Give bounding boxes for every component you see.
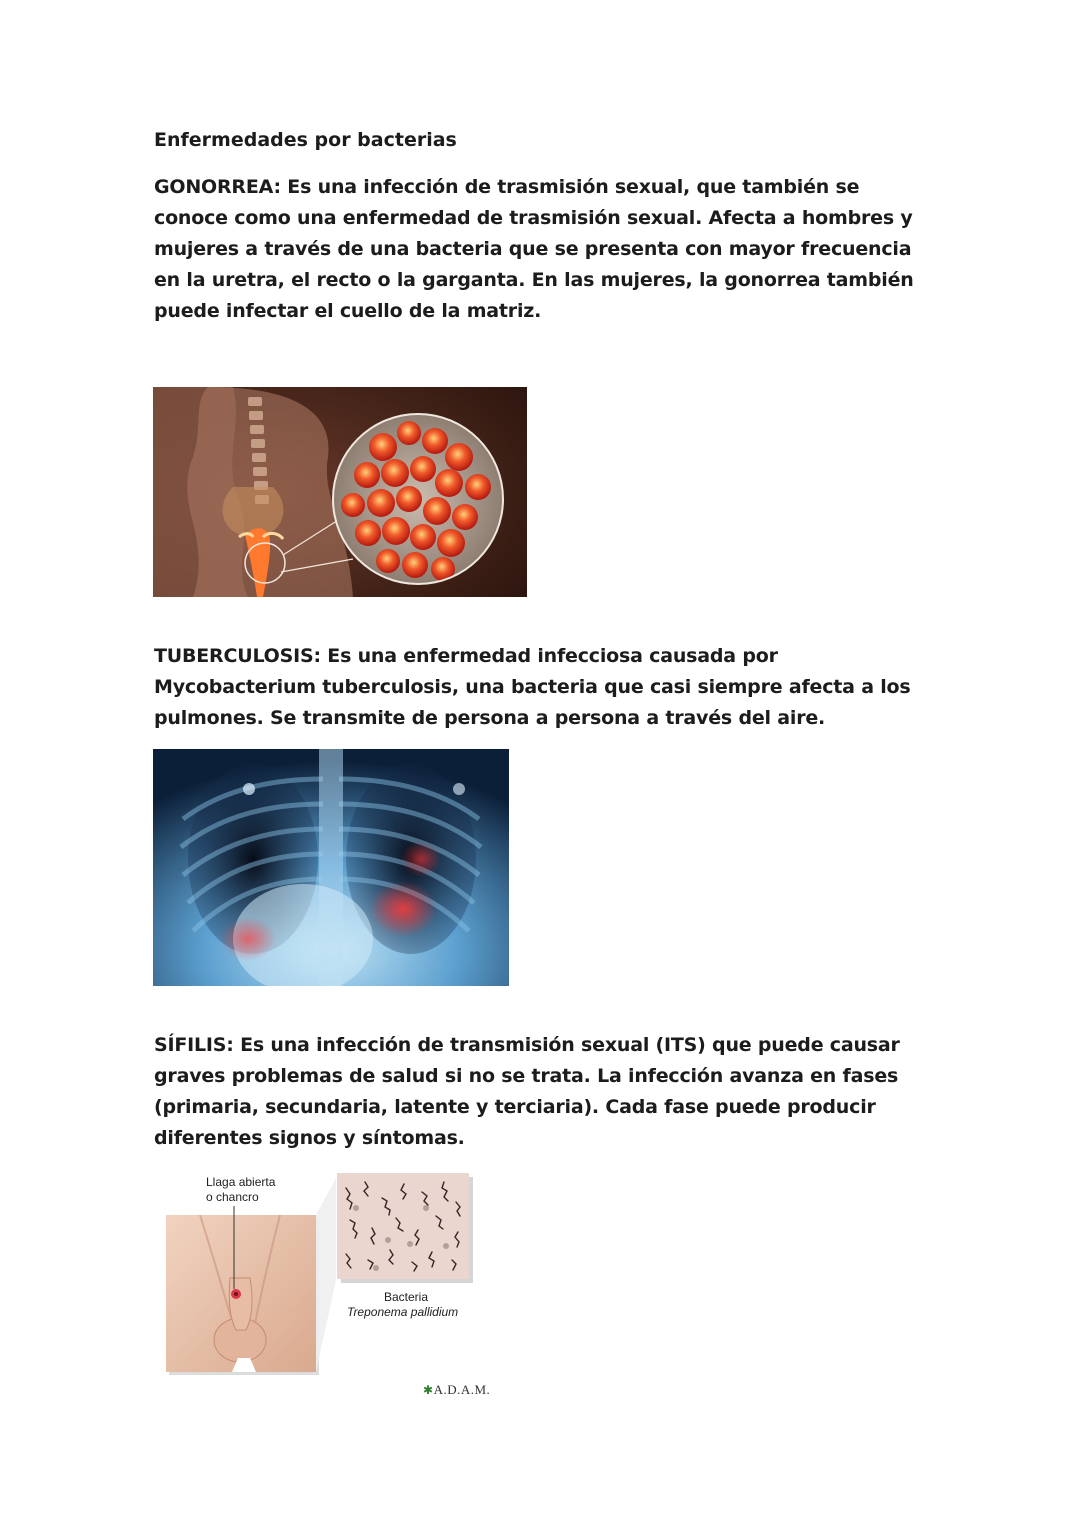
chest-xray-svg xyxy=(153,749,509,986)
adam-credit xyxy=(423,1382,490,1398)
sifilis-paragraph: SÍFILIS: Es una infección de transmisión sexual (ITS) que puede causar graves problemas de salud si no se trata. La infección avanza en fases (primaria, secundaria, latente y terciaria). Cada fase puede producir diferentes signos y síntomas. xyxy=(154,1034,900,1149)
tuberculosis-paragraph: TUBERCULOSIS: Es una enfermedad infecciosa causada por Mycobacterium tuberculosis, una bacteria que casi siempre afecta a los pulmones. Se transmite de persona a persona a través del aire. xyxy=(154,645,911,729)
gonorrhea-illustration xyxy=(153,387,527,597)
adam-credit-text: A.D.A.M. xyxy=(433,1382,491,1397)
bacteria-label: Bacteria xyxy=(384,1290,429,1304)
adam-star-icon: ✱ xyxy=(423,1383,434,1397)
syphilis-illustration xyxy=(160,1168,500,1408)
sore-label-line1: Llaga abierta xyxy=(206,1175,276,1189)
section-heading: Enfermedades por bacterias xyxy=(154,129,457,151)
chest-xray-image xyxy=(153,749,509,986)
sore-label-line2: o chancro xyxy=(206,1190,259,1204)
gonorrhea-illustration-svg xyxy=(153,387,527,597)
gonorrea-paragraph: GONORREA: Es una infección de trasmisión sexual, que también se conoce como una enfermedad de trasmisión sexual. Afecta a hombres y mujeres a través de una bacteria que se presenta con mayor frecuencia en la uretra, el recto o la garganta. En las mujeres, la gonorrea también puede infectar el cuello de la matriz. xyxy=(154,176,914,322)
bacteria-name-label: Treponema pallidium xyxy=(347,1305,459,1319)
